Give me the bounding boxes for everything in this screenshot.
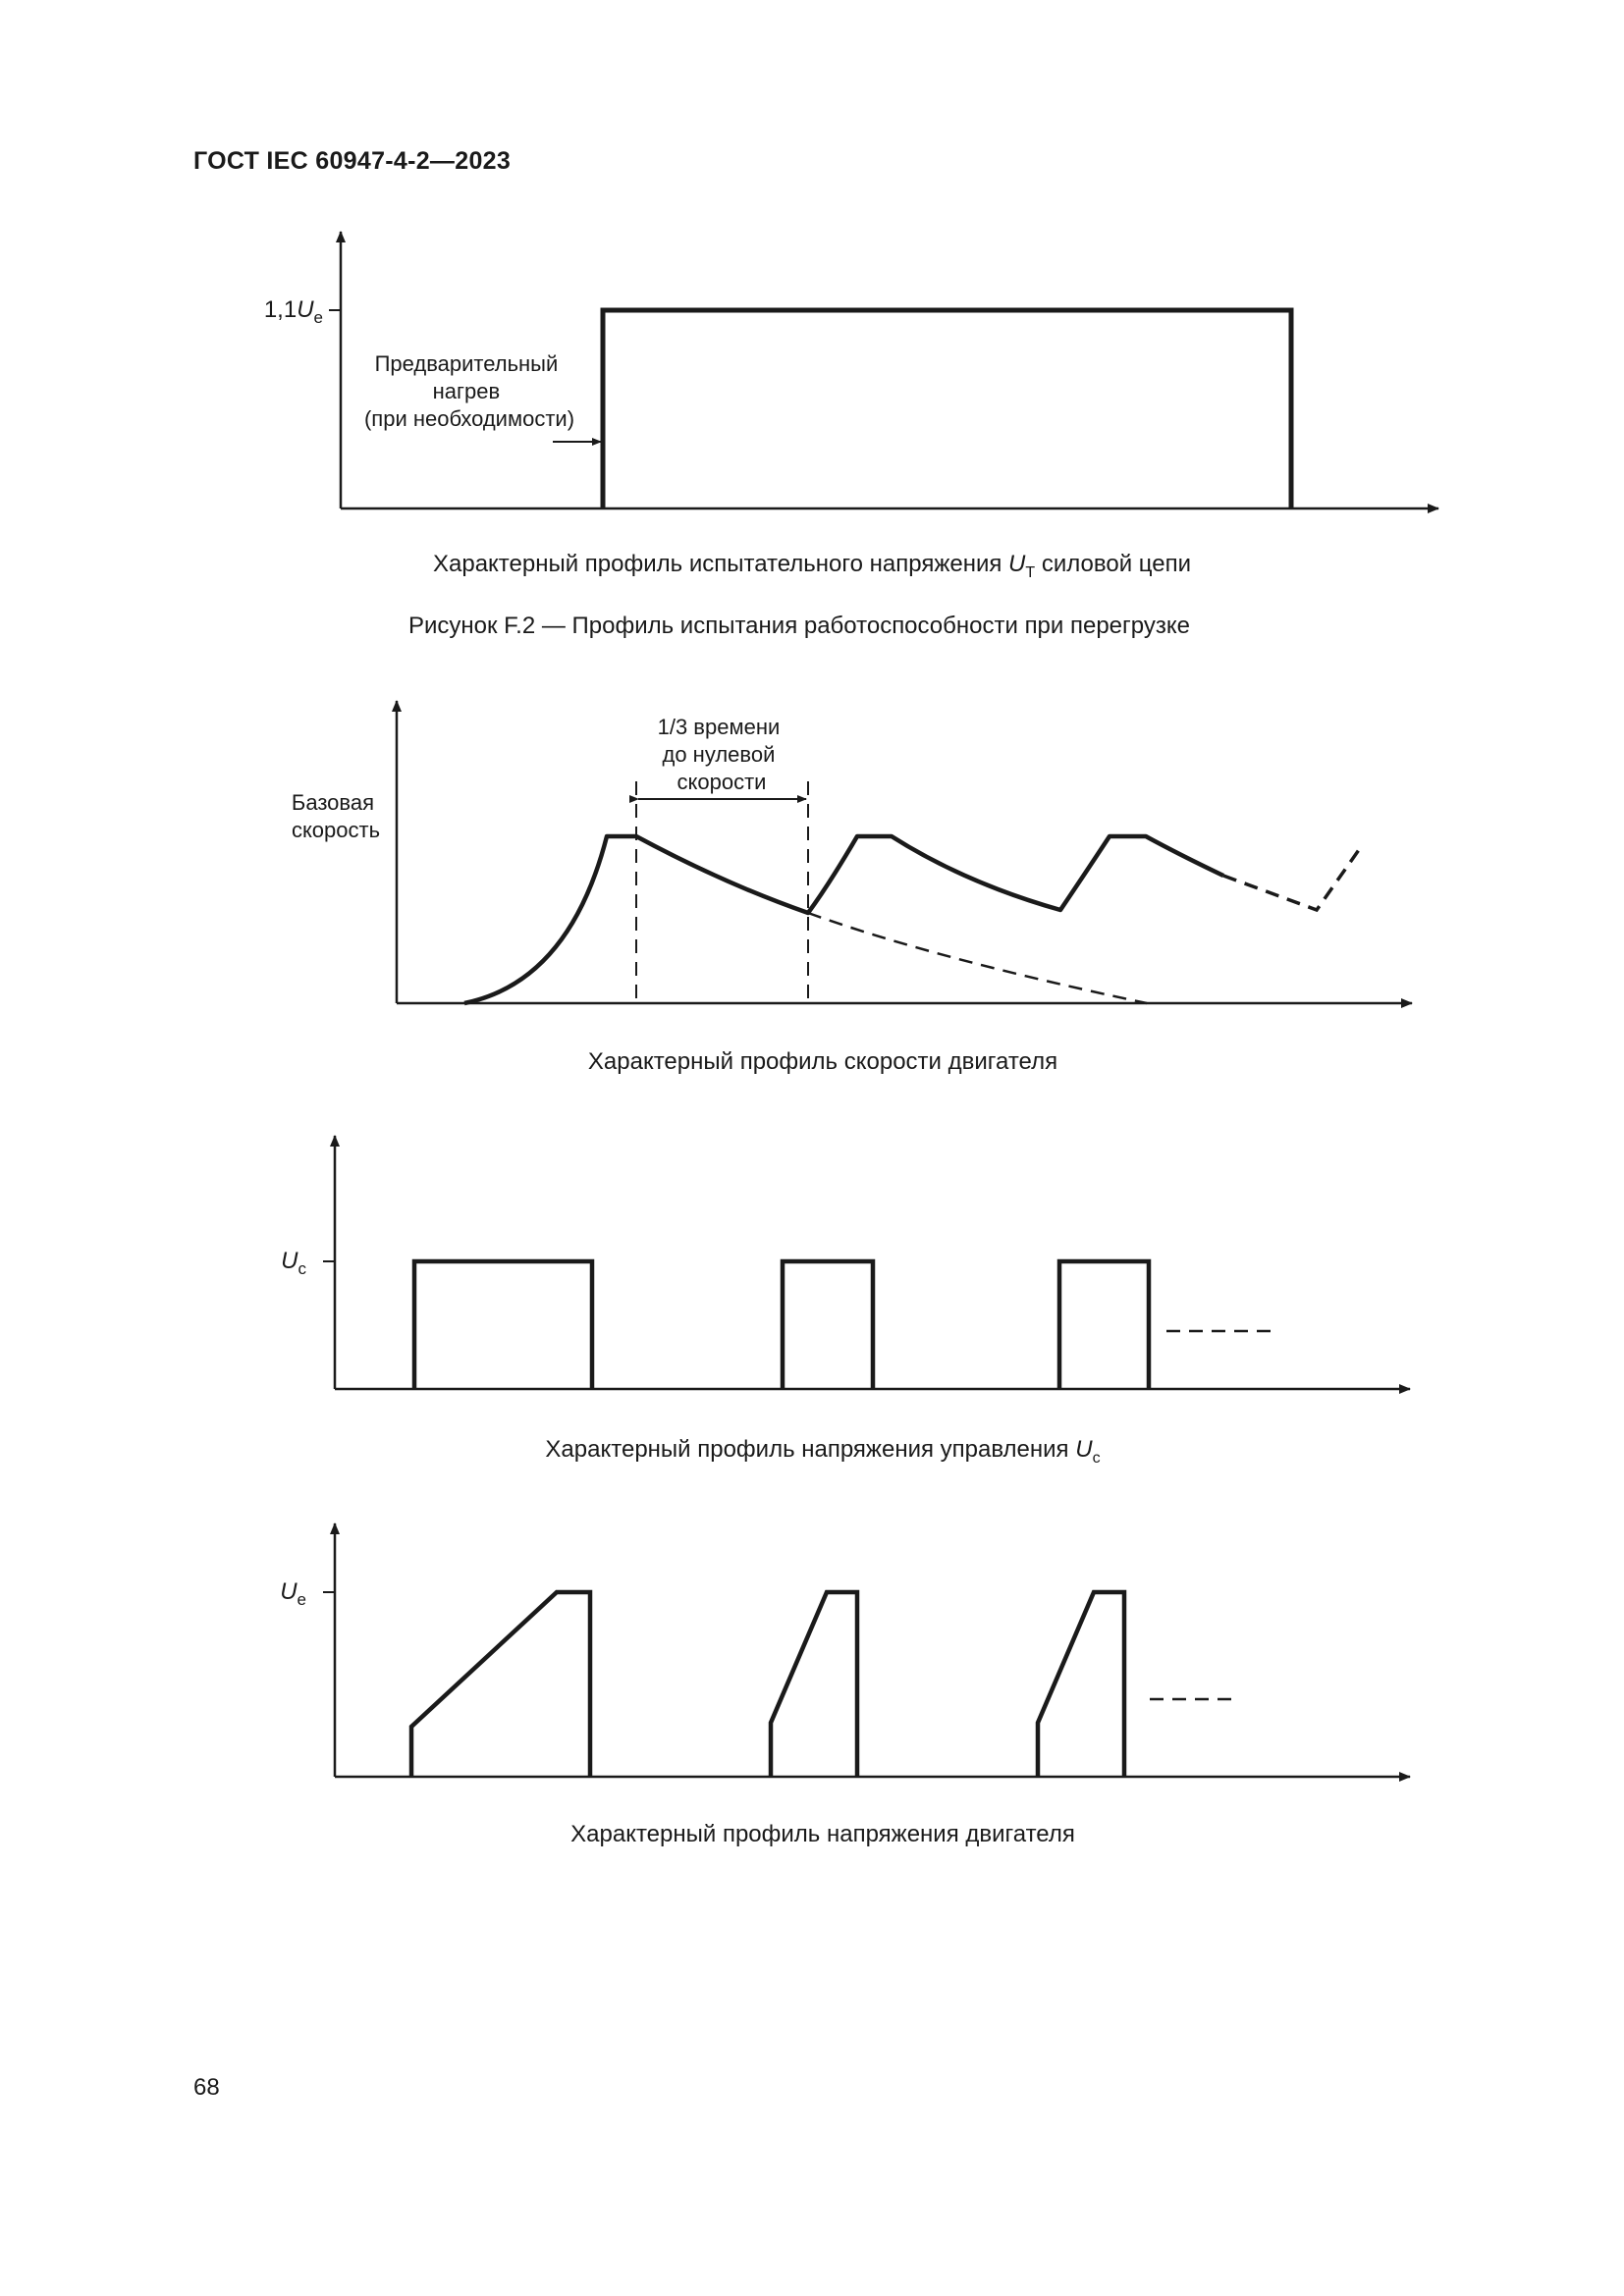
figure-title: Рисунок F.2 — Профиль испытания работоспособности при перегрузке — [408, 613, 1190, 639]
figure-4-caption: Характерный профиль напряжения двигателя — [570, 1821, 1075, 1847]
preheat-label: Предварительный нагрев (при необходимости) — [363, 351, 575, 431]
document-header: ГОСТ IEC 60947-4-2—2023 — [193, 147, 512, 175]
figure-1-caption: Характерный профиль испытательного напряжения $U_T$ силовой цепи — [432, 551, 1191, 581]
y-level-label: $U_e$ — [280, 1578, 306, 1609]
page-number: 68 — [193, 2074, 220, 2101]
interval-label: 1/3 времени до нулевой скорости — [657, 715, 781, 794]
figure-3-caption: Характерный профиль напряжения управления $U_c$ — [545, 1436, 1101, 1467]
y-axis-label: Базовая скорость — [291, 790, 381, 842]
figure-2-caption: Характерный профиль скорости двигателя — [587, 1048, 1058, 1075]
motor-voltage-pulse-3 — [1038, 1592, 1124, 1777]
y-level-label: $1,1U_e$ — [263, 296, 323, 327]
y-level-label: $U_c$ — [281, 1248, 306, 1278]
motor-voltage-pulse-1 — [411, 1592, 590, 1777]
motor-voltage-pulse-2 — [771, 1592, 857, 1777]
